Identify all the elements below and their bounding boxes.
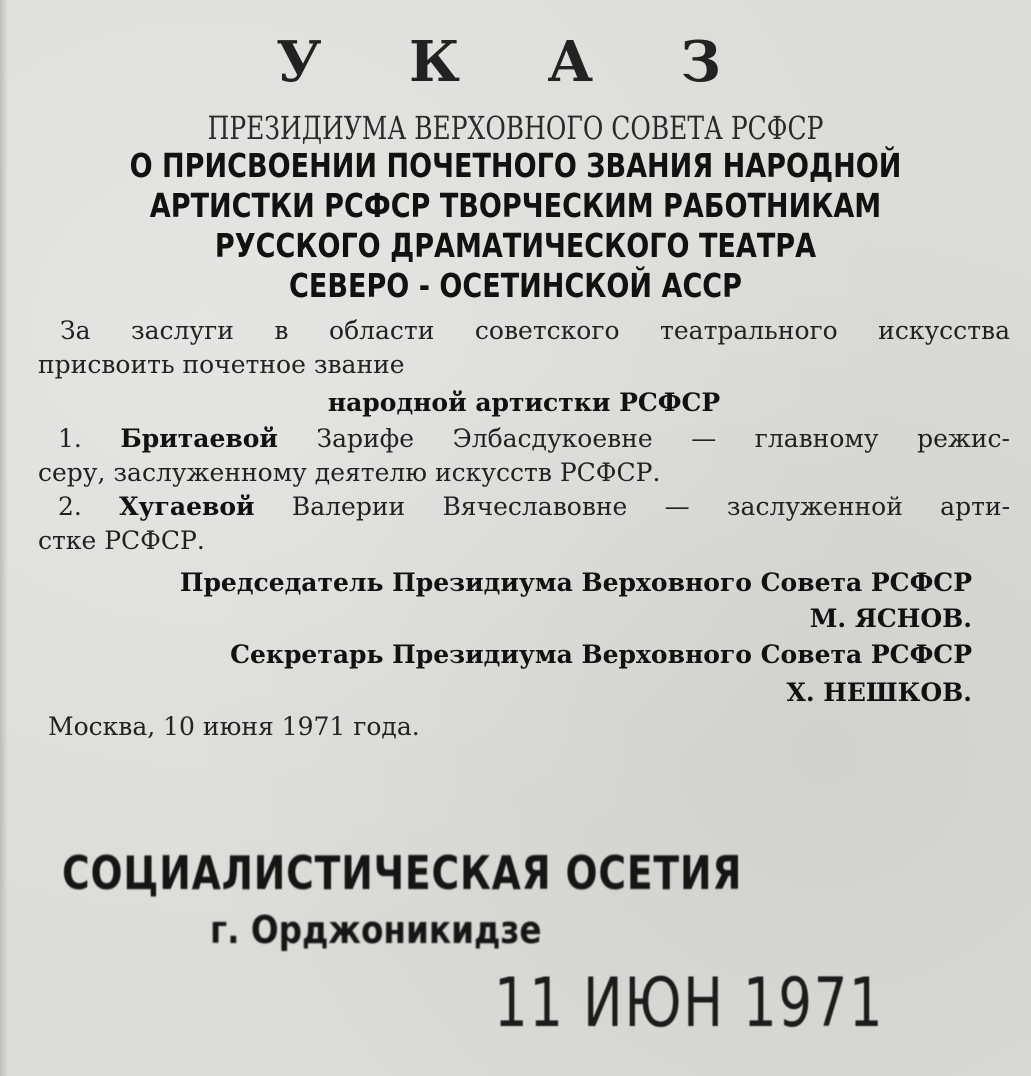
library-stamp-date: 11 ИЮН 1971 — [494, 964, 885, 1043]
heading-line: О ПРИСВОЕНИИ ПОЧЕТНОГО ЗВАНИЯ НАРОДНОЙ — [129, 146, 902, 185]
heading-line: АРТИСТКИ РСФСР ТВОРЧЕСКИМ РАБОТНИКАМ — [149, 186, 882, 225]
document-title: У К А З — [276, 29, 755, 95]
item-surname: Бритаевой — [120, 424, 278, 453]
item-number: 1. — [58, 424, 82, 453]
signatory-1-name: М. ЯСНОВ. — [809, 604, 972, 633]
place-and-date: Москва, 10 июня 1971 года. — [48, 712, 420, 741]
item-surname: Хугаевой — [119, 492, 255, 521]
item-text: Зарифе Элбасдукоевне — главному режис- — [316, 424, 1011, 453]
intro-line-1: За заслуги в области советского театрального искусства — [60, 316, 1010, 345]
item-2 — [38, 490, 1010, 524]
signatory-1-title: Председатель Президиума Верховного Совета РСФСР — [179, 568, 972, 597]
library-stamp-title: СОЦИАЛИСТИЧЕСКАЯ ОСЕТИЯ — [62, 846, 743, 900]
item-text: Валерии Вячеславовне — заслуженной арти- — [291, 492, 1011, 521]
signatory-2-name: Х. НЕШКОВ. — [786, 678, 972, 707]
heading-line: РУССКОГО ДРАМАТИЧЕСКОГО ТЕАТРА — [214, 226, 817, 265]
awarded-title: народной артистки РСФСР — [327, 388, 721, 417]
item-2-continued: стке РСФСР. — [38, 526, 205, 555]
heading-line: СЕВЕРО - ОСЕТИНСКОЙ АССР — [288, 266, 742, 305]
document-heading — [0, 146, 1031, 306]
item-1-continued: серу, заслуженному деятелю искусств РСФСР. — [38, 458, 661, 487]
signatory-2-title: Секретарь Президиума Верховного Совета РСФСР — [230, 640, 972, 669]
document-subtitle: ПРЕЗИДИУМА ВЕРХОВНОГО СОВЕТА РСФСР — [207, 109, 824, 147]
item-1 — [38, 422, 1010, 456]
intro-line-2: присвоить почетное звание — [38, 350, 405, 379]
item-number: 2. — [58, 492, 82, 521]
library-stamp-city: г. Орджоникидзе — [210, 908, 542, 952]
